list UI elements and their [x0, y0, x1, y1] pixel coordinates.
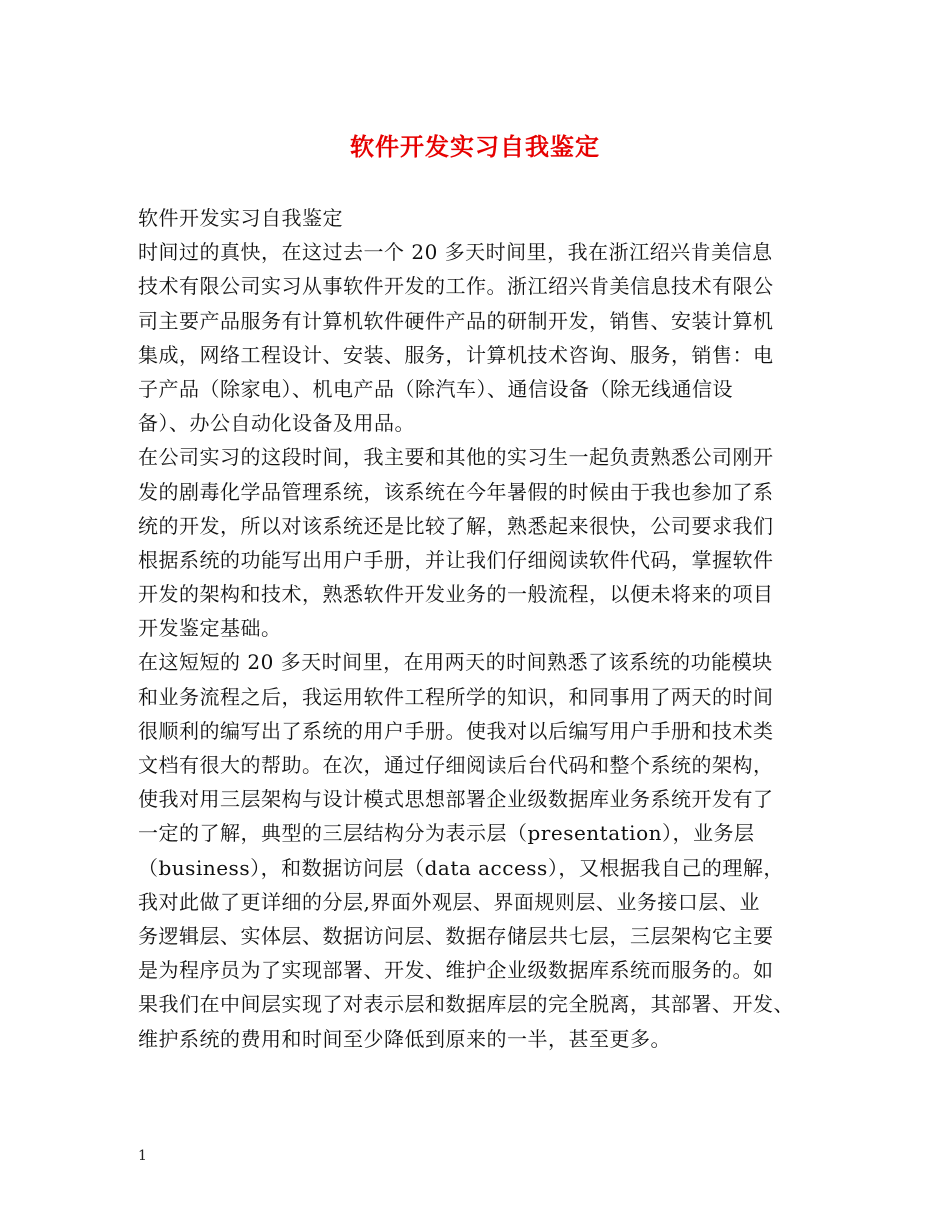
body-line: 时间过的真快，在这过去一个 20 多天时间里，我在浙江绍兴肯美信息 — [138, 240, 773, 265]
body-line: 务逻辑层、实体层、数据访问层、数据存储层共七层，三层架构它主要 — [138, 923, 774, 948]
body-line: 开发鉴定基础。 — [138, 616, 282, 641]
body-line: 根据系统的功能写出用户手册，并让我们仔细阅读软件代码，掌握软件 — [138, 547, 774, 572]
body-line: 技术有限公司实习从事软件开发的工作。浙江绍兴肯美信息技术有限公 — [138, 274, 774, 299]
body-line: 维护系统的费用和时间至少降低到原来的一半，甚至更多。 — [138, 1026, 671, 1051]
body-line: 发的剧毒化学品管理系统，该系统在今年暑假的时候由于我也参加了系 — [138, 479, 774, 504]
body-line: 开发的架构和技术，熟悉软件开发业务的一般流程，以便未将来的项目 — [138, 582, 774, 607]
body-line: 软件开发实习自我鉴定 — [138, 206, 343, 230]
body-line: 我对此做了更详细的分层,界面外观层、界面规则层、业务接口层、业 — [138, 889, 760, 914]
body-line: 备）、办公自动化设备及用品。 — [138, 411, 415, 436]
document-title: 软件开发实习自我鉴定 — [350, 132, 600, 161]
body-line: 子产品（除家电）、机电产品（除汽车）、通信设备（除无线通信设 — [138, 376, 733, 401]
body-line: 司主要产品服务有计算机软件硬件产品的研制开发，销售、安装计算机 — [138, 308, 774, 333]
body-line: 使我对用三层架构与设计模式思想部署企业级数据库业务系统开发有了 — [138, 787, 774, 812]
body-line: 在这短短的 20 多天时间里，在用两天的时间熟悉了该系统的功能模块 — [138, 650, 773, 675]
body-line: （business），和数据访问层（data access），又根据我自己的理解， — [138, 855, 784, 880]
body-line: 集成，网络工程设计、安装、服务，计算机技术咨询、服务，销售：电 — [138, 342, 774, 367]
body-line: 和业务流程之后，我运用软件工程所学的知识，和同事用了两天的时间 — [138, 684, 774, 709]
body-line: 很顺利的编写出了系统的用户手册。使我对以后编写用户手册和技术类 — [138, 718, 774, 743]
document-body — [138, 201, 818, 1056]
body-line: 一定的了解，典型的三层结构分为表示层（presentation），业务层 — [138, 821, 755, 846]
page-number: 1 — [138, 1148, 147, 1164]
body-line: 在公司实习的这段时间，我主要和其他的实习生一起负责熟悉公司刚开 — [138, 445, 774, 470]
body-line: 果我们在中间层实现了对表示层和数据库层的完全脱离，其部署、开发、 — [138, 992, 794, 1017]
body-line: 是为程序员为了实现部署、开发、维护企业级数据库系统而服务的。如 — [138, 958, 774, 983]
body-line: 文档有很大的帮助。在次，通过仔细阅读后台代码和整个系统的架构， — [138, 753, 774, 777]
body-line: 统的开发，所以对该系统还是比较了解，熟悉起来很快，公司要求我们 — [138, 513, 774, 538]
